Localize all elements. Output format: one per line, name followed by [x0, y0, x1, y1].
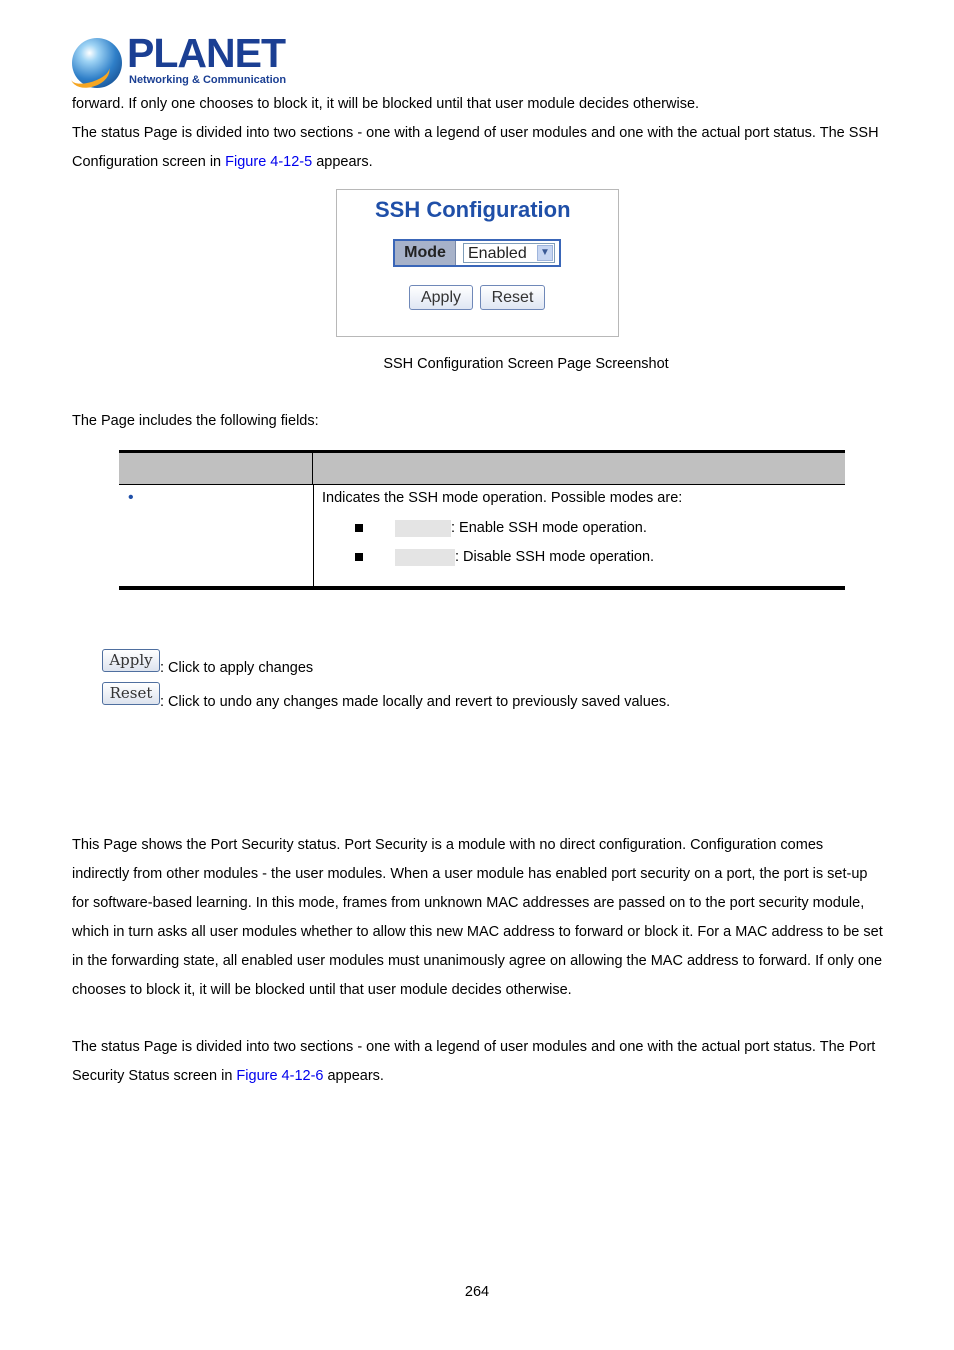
- chevron-down-icon[interactable]: ▼: [537, 245, 553, 261]
- planet-logo: [72, 30, 287, 92]
- reset-button[interactable]: Reset: [480, 285, 545, 310]
- legend-reset-button[interactable]: Reset: [102, 682, 160, 705]
- ssh-configuration-screenshot: [336, 189, 619, 337]
- mode-row: [393, 239, 561, 267]
- intro-line: forward. If only one chooses to block it, it will be blocked until that user module decides otherwise.: [72, 96, 700, 112]
- port-security-description: This Page shows the Port Security status. Port Security is a module with no direct configuration. Configuration comes indirectly from other modules - the user modules. When a user module has enabled port security on a port, the port is set-up for software-based learning. In this mode, frames from unknown MAC addresses are passed on to the port security module, which in turn asks all user modules whether to allow this new MAC address to forward or block it. For a MAC address to be set in the forwarding state, all enabled user modules must unanimously agree on allowing the MAC address to forward. If only one chooses to block it, it will be blocked until that user module decides otherwise.: [72, 837, 883, 998]
- option-highlight: [395, 520, 451, 537]
- intro-text-end: appears.: [312, 154, 373, 170]
- option-text: : Disable SSH mode operation.: [455, 549, 655, 565]
- port-security-text: The status Page is divided into two sections - one with a legend of user modules and one with the actual port status. The Port Security Status screen in: [72, 1039, 876, 1084]
- field-description: Indicates the SSH mode operation. Possible modes are:: [322, 490, 683, 506]
- logo-brand: PLANET: [127, 30, 285, 76]
- legend-apply-text: : Click to apply changes: [160, 660, 314, 676]
- port-security-text-end: appears.: [323, 1068, 384, 1084]
- page-number: 264: [464, 1284, 490, 1300]
- legend-apply-button[interactable]: Apply: [102, 649, 160, 672]
- port-security-status-paragraph: [72, 1033, 884, 1091]
- logo-tagline: Networking & Communication: [129, 74, 287, 86]
- apply-button[interactable]: Apply: [409, 285, 473, 310]
- fields-intro: The Page includes the following fields:: [72, 413, 319, 429]
- table-bottom-rule: [119, 586, 845, 590]
- bullet-icon: •: [128, 489, 134, 506]
- table-header-rule: [119, 484, 845, 485]
- table-header: [119, 453, 845, 484]
- square-bullet-icon: [355, 553, 363, 561]
- mode-label: Mode: [395, 241, 456, 265]
- legend-reset-text: : Click to undo any changes made locally and revert to previously saved values.: [160, 694, 671, 710]
- mode-select-value: Enabled: [468, 245, 527, 262]
- figure-caption: SSH Configuration Screen Page Screenshot: [383, 356, 669, 372]
- intro-text: The status Page is divided into two sections - one with a legend of user modules and one with the actual port status. The SSH Configuration screen in: [72, 125, 879, 170]
- table-header-divider: [312, 453, 313, 484]
- figure-link-4-12-5[interactable]: Figure 4-12-5: [225, 154, 313, 170]
- table-column-divider: [313, 485, 314, 586]
- ssh-config-title: SSH Configuration: [375, 197, 571, 222]
- intro-paragraph: [72, 119, 884, 177]
- option-highlight: [395, 549, 455, 566]
- figure-link-4-12-6[interactable]: Figure 4-12-6: [236, 1068, 324, 1084]
- fields-table: [119, 450, 845, 590]
- square-bullet-icon: [355, 524, 363, 532]
- option-text: : Enable SSH mode operation.: [451, 520, 647, 536]
- mode-select[interactable]: [463, 243, 555, 263]
